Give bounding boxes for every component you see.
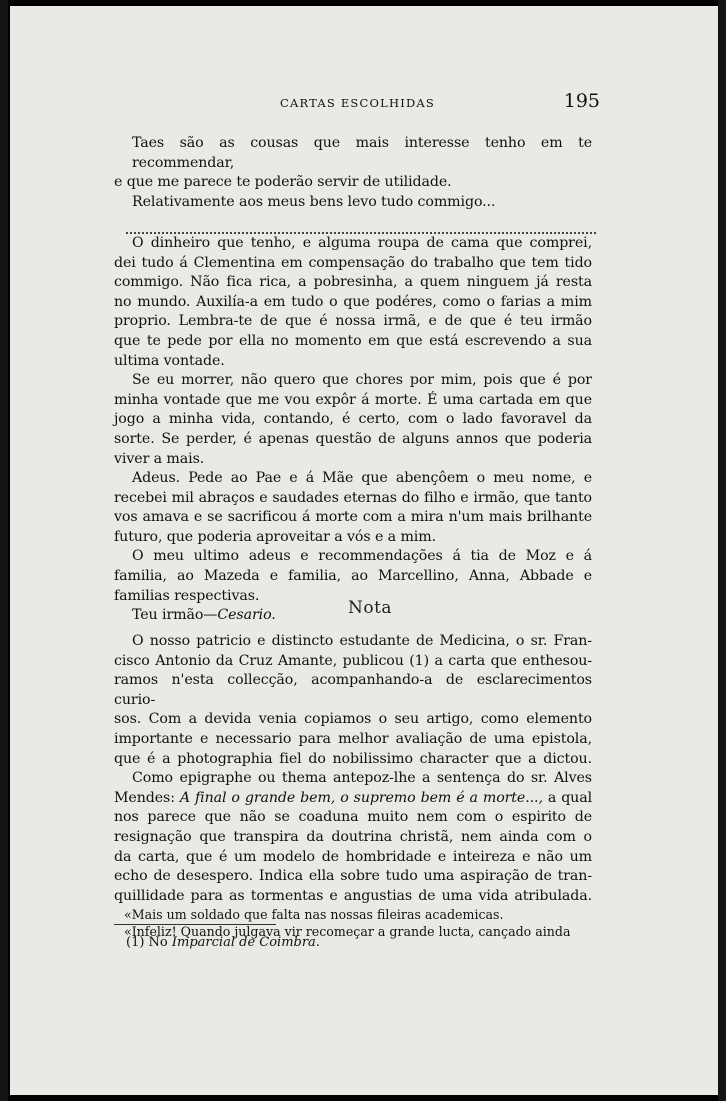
signature-prefix: Teu irmão— — [132, 607, 218, 624]
quote-line: «Infeliz! Quando julgava vir recomeçar a grande lucta, cançado ainda — [124, 924, 571, 940]
text-line: familias respectivas. — [114, 587, 260, 604]
page-number: 195 — [563, 90, 600, 112]
text-line — [114, 789, 592, 809]
text-line: ramos n'esta collecção, acompanhando-a de esclarecimentos curio- — [114, 672, 592, 708]
text-line: minha vontade que me vou expôr á morte. É uma cartada em que — [114, 391, 592, 408]
text-line: sorte. Se perder, é apenas questão de alguns annos que poderia — [114, 430, 592, 447]
text-line: ultima vontade. — [114, 352, 225, 369]
text-line: dei tudo á Clementina em compensação do trabalho que tem tido — [114, 254, 592, 271]
text-line: e que me parece te poderão servir de utilidade. — [114, 174, 452, 191]
text-line: no mundo. Auxilía-a em tudo o que podéres, como o farias a mim — [114, 293, 592, 310]
epigraph-quote: A final o grande bem, o supremo bem é a morte..., — [179, 789, 543, 806]
footnote-marker: (1) No — [126, 935, 172, 950]
text-line: importante e necessario para melhor avaliação de uma epistola, — [114, 730, 592, 747]
text-line: echo de desespero. Indica ella sobre tudo uma aspiração de tran- — [114, 868, 592, 885]
text-fragment: Mendes: — [114, 789, 180, 806]
scan-edge-right — [718, 0, 726, 1101]
footnote-source: Imparcial de Coimbra. — [171, 935, 320, 950]
text-line: Como epigraphe ou thema antepoz-lhe a sentença do sr. Alves — [132, 770, 592, 787]
quote-line: «Mais um soldado que falta nas nossas fileiras academicas. — [124, 907, 504, 923]
section-heading: Nota — [347, 598, 393, 618]
text-line: quillidade para as tormentas e angustias de uma vida atribulada. — [114, 887, 592, 904]
text-line: jogo a minha vida, contando, é certo, com o lado favoravel da — [114, 411, 592, 428]
signature-name: Cesario. — [217, 607, 276, 624]
text-line: resignação que transpira da doutrina christã, nem ainda com o — [114, 828, 592, 845]
text-line: O meu ultimo adeus e recommendações á tia de Moz e á — [132, 548, 592, 565]
text-line: vos amava e se sacrificou á morte com a mira n'um mais brilhante — [114, 509, 592, 526]
text-line: que é a photographia fiel do nobilissimo character que a dictou. — [114, 750, 592, 767]
text-line: Relativamente aos meus bens levo tudo commigo... — [132, 193, 496, 210]
text-line: viver a mais. — [114, 450, 205, 467]
text-fragment: a qual — [542, 789, 593, 806]
text-line: sos. Com a devida venia copiamos o seu artigo, como elemento — [114, 711, 592, 728]
ellipsis-rule — [126, 212, 596, 234]
page-header — [270, 90, 600, 114]
text-line: nos parece que não se coaduna muito nem com o espirito de — [114, 809, 592, 826]
text-line: que te pede por ella no momento em que está escrevendo a sua — [114, 332, 592, 349]
text-line: recebei mil abraços e saudades eternas do filho e irmão, que tanto — [114, 489, 592, 506]
text-line: Adeus. Pede ao Pae e á Mãe que abençôem o meu nome, e — [132, 470, 592, 487]
text-line: Se eu morrer, não quero que chores por mim, pois que é por — [132, 372, 592, 389]
text-line: futuro, que poderia aproveitar a vós e a mim. — [114, 528, 436, 545]
text-line: cisco Antonio da Cruz Amante, publicou (1) a carta que enthesou- — [114, 652, 592, 669]
note-body — [114, 632, 592, 940]
text-line: O nosso patricio e distincto estudante de Medicina, o sr. Fran- — [132, 633, 592, 649]
book-page — [10, 6, 718, 1095]
footnote-rule — [114, 924, 276, 925]
text-line: O dinheiro que tenho, e alguma roupa de cama que comprei, — [132, 234, 592, 251]
text-line: proprio. Lembra-te de que é nossa irmã, e de que é teu irmão — [114, 313, 592, 330]
running-title: CARTAS ESCOLHIDAS — [280, 96, 435, 110]
scan-edge-left — [0, 0, 8, 1101]
text-line: familia, ao Mazeda e familia, ao Marcellino, Anna, Abbade e — [114, 568, 592, 585]
text-line: commigo. Não fica rica, a pobresinha, a quem ninguem já resta — [114, 274, 592, 291]
text-line: Taes são as cousas que mais interesse tenho em te recommendar, — [132, 135, 592, 171]
footnote — [126, 935, 320, 950]
text-line: da carta, que é um modelo de hombridade e inteireza e não um — [114, 848, 592, 865]
letter-body — [114, 134, 592, 626]
